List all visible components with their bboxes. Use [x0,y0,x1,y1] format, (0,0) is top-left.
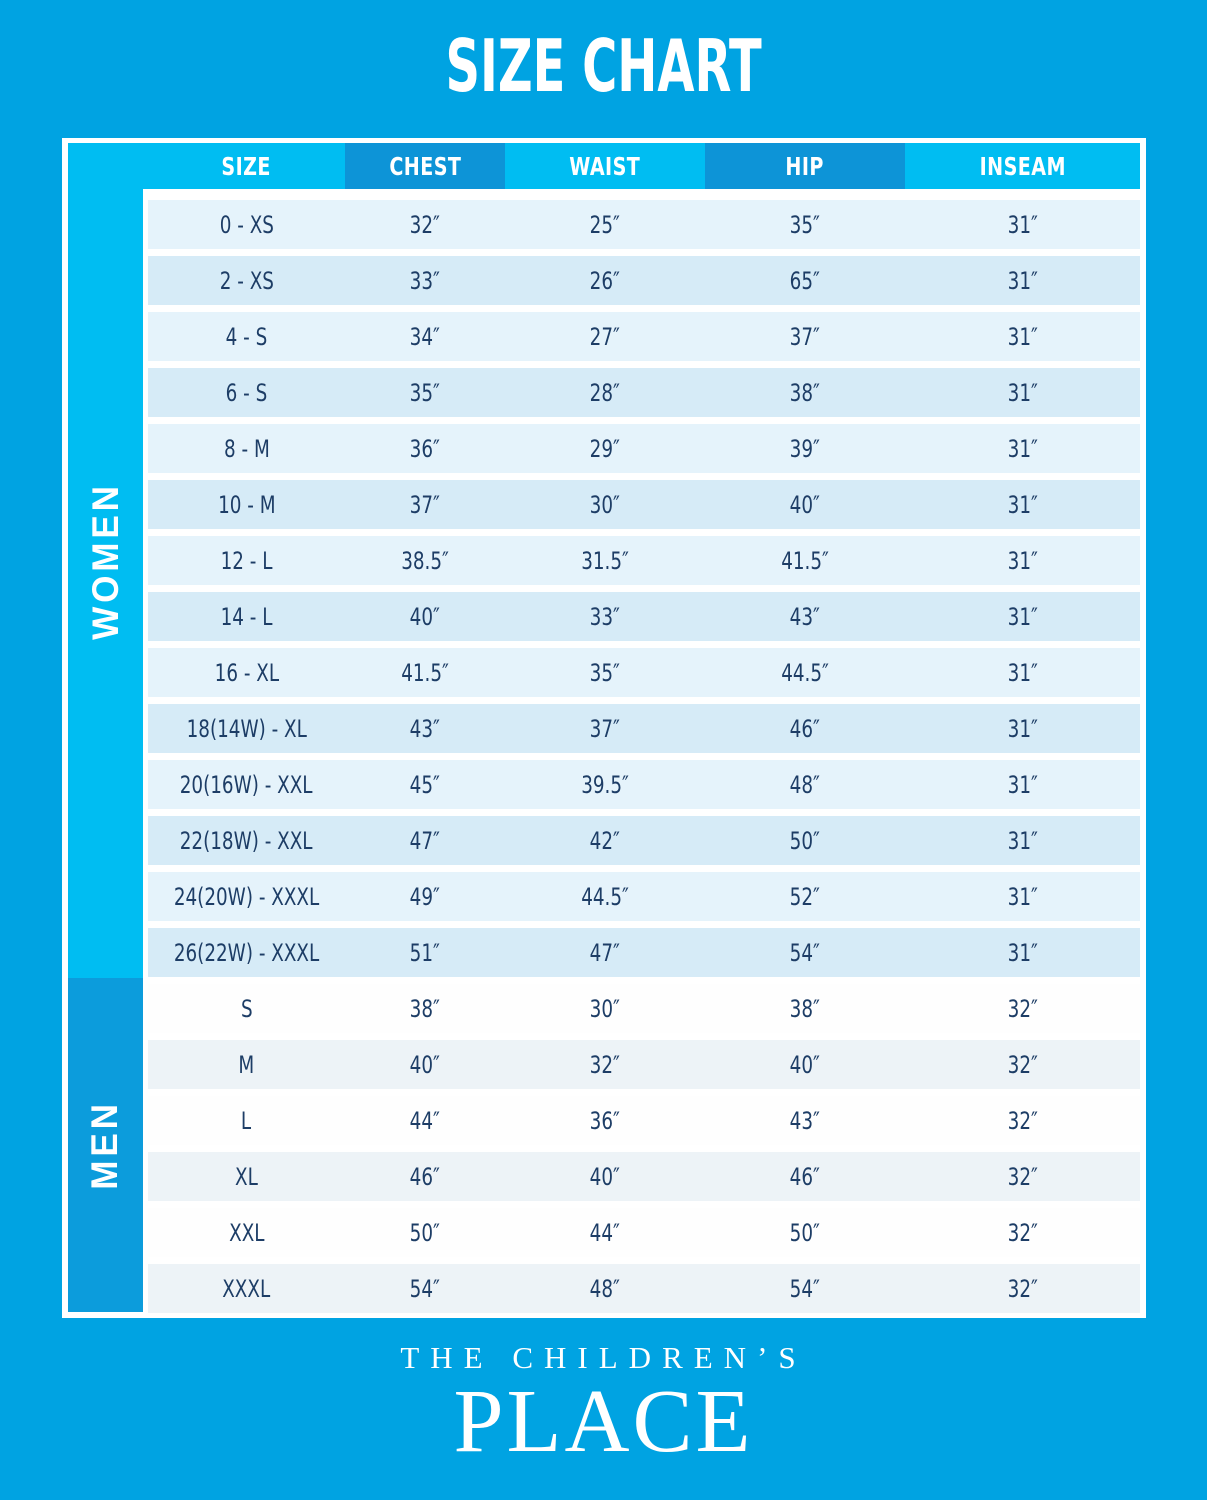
table-row [148,1264,1140,1313]
header-inseam-label: INSEAM [979,151,1066,181]
cell-waist: 30″ [589,994,621,1023]
cell-size: 2 - XS [219,266,274,295]
cell-inseam: 32″ [1007,1162,1038,1191]
header-cell-inseam [905,143,1140,189]
header-chest-label: CHEST [388,151,462,181]
cell-inseam: 32″ [1007,1106,1038,1135]
cell-size: 0 - XS [219,210,274,239]
size-table-frame [62,138,1146,1318]
page-title-text: SIZE CHART [445,24,762,108]
cell-inseam: 31″ [1007,658,1038,687]
cell-size: 4 - S [225,322,268,351]
cell-size: 12 - L [220,546,273,575]
cell-hip: 46″ [789,714,821,743]
cell-inseam: 32″ [1007,1274,1038,1303]
cell-inseam: 31″ [1007,546,1038,575]
cell-waist: 44.5″ [581,882,629,911]
cell-hip: 48″ [789,770,821,799]
cell-hip: 38″ [789,378,821,407]
cell-chest: 45″ [409,770,441,799]
cell-hip: 35″ [789,210,821,239]
cell-inseam: 31″ [1007,882,1038,911]
cell-chest: 38″ [409,994,441,1023]
table-row [148,816,1140,865]
cell-chest: 33″ [409,266,441,295]
table-row [148,704,1140,753]
cell-chest: 37″ [409,490,441,519]
cell-size: XXL [228,1218,265,1247]
table-row [148,1208,1140,1257]
cell-inseam: 31″ [1007,602,1038,631]
cell-hip: 40″ [789,490,821,519]
cell-inseam: 31″ [1007,490,1038,519]
cell-size: 8 - M [223,434,270,463]
cell-inseam: 32″ [1007,1218,1038,1247]
cell-hip: 39″ [789,434,821,463]
cell-size: M [238,1050,255,1079]
cell-size: 22(18W) - XXL [180,826,313,855]
brand-logo-line2: PLACE [453,1372,754,1471]
table-header-row [68,143,1140,189]
header-hip-label: HIP [785,151,825,181]
cell-waist: 28″ [589,378,621,407]
men-section-label: MEN [84,1100,126,1190]
women-section-band [68,143,143,978]
cell-hip: 43″ [789,602,821,631]
cell-inseam: 31″ [1007,770,1038,799]
cell-chest: 44″ [409,1106,441,1135]
table-row [148,1152,1140,1201]
cell-hip: 50″ [789,826,821,855]
cell-chest: 54″ [409,1274,441,1303]
table-body [148,200,1140,1320]
cell-waist: 37″ [589,714,621,743]
cell-waist: 44″ [589,1218,621,1247]
cell-waist: 25″ [589,210,621,239]
cell-chest: 47″ [409,826,441,855]
cell-inseam: 31″ [1007,266,1038,295]
cell-size: 18(14W) - XL [186,714,307,743]
cell-size: 16 - XL [214,658,279,687]
cell-size: XXXL [222,1274,271,1303]
cell-waist: 31.5″ [581,546,629,575]
cell-waist: 39.5″ [581,770,629,799]
women-section-label: WOMEN [84,481,126,640]
table-row [148,424,1140,473]
cell-size: XL [235,1162,258,1191]
cell-size: 20(16W) - XXL [180,770,313,799]
table-row [148,312,1140,361]
cell-waist: 32″ [589,1050,621,1079]
header-cell-hip [705,143,905,189]
cell-size: 24(20W) - XXXL [173,882,320,911]
cell-waist: 40″ [589,1162,621,1191]
table-row [148,648,1140,697]
table-row [148,536,1140,585]
cell-chest: 46″ [409,1162,441,1191]
cell-waist: 33″ [589,602,621,631]
table-row [148,592,1140,641]
cell-chest: 49″ [409,882,441,911]
cell-chest: 50″ [409,1218,441,1247]
page-title [0,24,1207,108]
cell-hip: 50″ [789,1218,821,1247]
cell-size: L [241,1106,252,1135]
cell-chest: 32″ [409,210,441,239]
cell-hip: 44.5″ [781,658,829,687]
cell-waist: 42″ [589,826,621,855]
table-row [148,1040,1140,1089]
cell-size: S [240,994,253,1023]
cell-chest: 36″ [409,434,441,463]
cell-inseam: 31″ [1007,322,1038,351]
table-row [148,480,1140,529]
cell-chest: 43″ [409,714,441,743]
table-row [148,928,1140,977]
cell-hip: 65″ [789,266,821,295]
table-row [148,1096,1140,1145]
cell-waist: 30″ [589,490,621,519]
header-size-label: SIZE [221,151,272,181]
cell-inseam: 32″ [1007,994,1038,1023]
cell-chest: 40″ [409,602,441,631]
cell-hip: 37″ [789,322,821,351]
table-row [148,984,1140,1033]
men-section-band [68,978,143,1312]
cell-waist: 35″ [589,658,621,687]
cell-waist: 29″ [589,434,621,463]
cell-waist: 27″ [589,322,621,351]
table-row [148,200,1140,249]
cell-waist: 36″ [589,1106,621,1135]
table-row [148,872,1140,921]
cell-inseam: 32″ [1007,1050,1038,1079]
header-cell-chest [345,143,505,189]
cell-size: 26(22W) - XXXL [173,938,320,967]
cell-hip: 43″ [789,1106,821,1135]
cell-hip: 38″ [789,994,821,1023]
cell-inseam: 31″ [1007,434,1038,463]
table-row [148,760,1140,809]
header-waist-label: WAIST [569,151,641,181]
cell-inseam: 31″ [1007,210,1038,239]
cell-hip: 54″ [789,1274,821,1303]
cell-hip: 41.5″ [781,546,829,575]
table-row [148,368,1140,417]
cell-inseam: 31″ [1007,378,1038,407]
brand-logo [0,1340,1207,1471]
cell-inseam: 31″ [1007,938,1038,967]
cell-waist: 48″ [589,1274,621,1303]
brand-logo-line1: THE CHILDREN’S [400,1340,807,1375]
cell-inseam: 31″ [1007,826,1038,855]
cell-chest: 40″ [409,1050,441,1079]
cell-chest: 35″ [409,378,441,407]
cell-chest: 38.5″ [401,546,449,575]
table-row [148,256,1140,305]
cell-size: 14 - L [220,602,273,631]
cell-chest: 34″ [409,322,441,351]
cell-hip: 54″ [789,938,821,967]
cell-size: 6 - S [225,378,268,407]
cell-waist: 26″ [589,266,621,295]
cell-hip: 46″ [789,1162,821,1191]
cell-inseam: 31″ [1007,714,1038,743]
cell-chest: 41.5″ [401,658,449,687]
cell-chest: 51″ [409,938,441,967]
cell-waist: 47″ [589,938,621,967]
cell-hip: 40″ [789,1050,821,1079]
cell-size: 10 - M [217,490,276,519]
cell-hip: 52″ [789,882,821,911]
header-cell-waist [505,143,705,189]
